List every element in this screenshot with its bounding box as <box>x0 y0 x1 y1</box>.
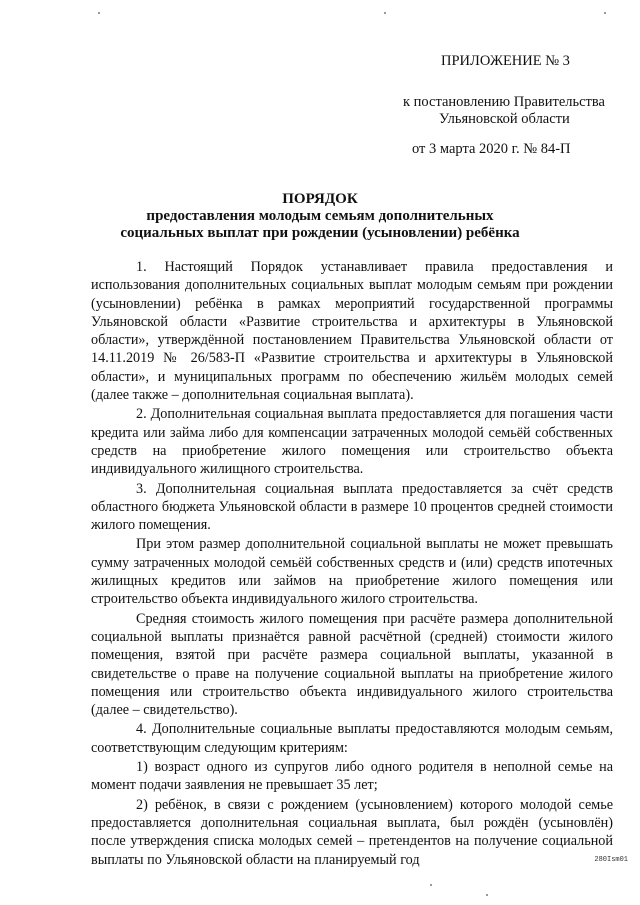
document-code: 280Ism01 <box>594 856 628 864</box>
scan-speck <box>98 12 100 14</box>
document-body <box>91 258 613 869</box>
paragraph-3-limit: При этом размер дополнительной социальной выплаты не может превышать сумму затраченных молодой семьёй собственных средств и (или) средств ипотечных жилищных кредитов или займов на приобретение жилого помещения или строительство объекта индивидуального жилого строительства. <box>91 536 613 608</box>
decree-date-number: от 3 марта 2020 г. № 84-П <box>412 141 571 157</box>
paragraph-3-average-cost: Средняя стоимость жилого помещения при расчёте размера дополнительной социальной выплаты признаётся равной расчётной (средней) стоимости жилого помещения, взятой при расчёте размера социальной выплаты, указанной в свидетельстве о праве на получение социальной выплаты на приобретение жилого помещения или строительство объекта индивидуального жилого строительства (далее – свидетельство). <box>91 610 613 719</box>
paragraph-3: 3. Дополнительная социальная выплата предоставляется за счёт средств областного бюджета Ульяновской области в размере 10 процентов средней стоимости жилого помещения. <box>91 480 613 534</box>
scan-speck <box>604 12 606 14</box>
appendix-number: ПРИЛОЖЕНИЕ № 3 <box>441 53 570 69</box>
document-title: ПОРЯДОК <box>282 191 358 207</box>
criterion-2: 2) ребёнок, в связи с рождением (усыновлением) которого молодой семье предоставляется дополнительная социальная выплата, был рождён (усыновлён) после утверждения списка молодых семей – претендентов на получение социальной выплаты по Ульяновской области на планируемый год <box>91 796 613 868</box>
decree-region: Ульяновской области <box>439 111 570 127</box>
paragraph-2: 2. Дополнительная социальная выплата предоставляется для погашения части кредита или займа либо для компенсации затраченных молодой семьёй собственных средств на приобретение жилого помещения или строительство объекта индивидуального жилищного строительства. <box>91 406 613 478</box>
criterion-1: 1) возраст одного из супругов либо одного родителя в неполной семье на момент подачи заявления не превышает 35 лет; <box>91 759 613 794</box>
paragraph-4: 4. Дополнительные социальные выплаты предоставляются молодым семьям, соответствующим следующим критериям: <box>91 721 613 756</box>
paragraph-1: 1. Настоящий Порядок устанавливает правила предоставления и использования дополнительных социальных выплат молодым семьям при рождении (усыновлении) ребёнка в рамках мероприятий государственной программы Ульяновской области «Развитие строительства и архитектуры в Ульяновской области», утверждённой постановлением Правительства Ульяновской области от 14.11.2019 № 26/583-П «Развитие строительства и архитектуры в Ульяновской области», и муниципальных программ по обеспечению жильём молодых семей (далее также – дополнительная социальная выплата). <box>91 259 613 404</box>
document-subtitle-line-1: предоставления молодым семьям дополнительных <box>146 208 494 224</box>
scan-speck <box>384 12 386 14</box>
decree-reference: к постановлению Правительства <box>403 94 605 110</box>
document-subtitle-line-2: социальных выплат при рождении (усыновлении) ребёнка <box>120 225 520 241</box>
scan-speck <box>430 884 432 886</box>
scan-speck <box>486 894 488 896</box>
